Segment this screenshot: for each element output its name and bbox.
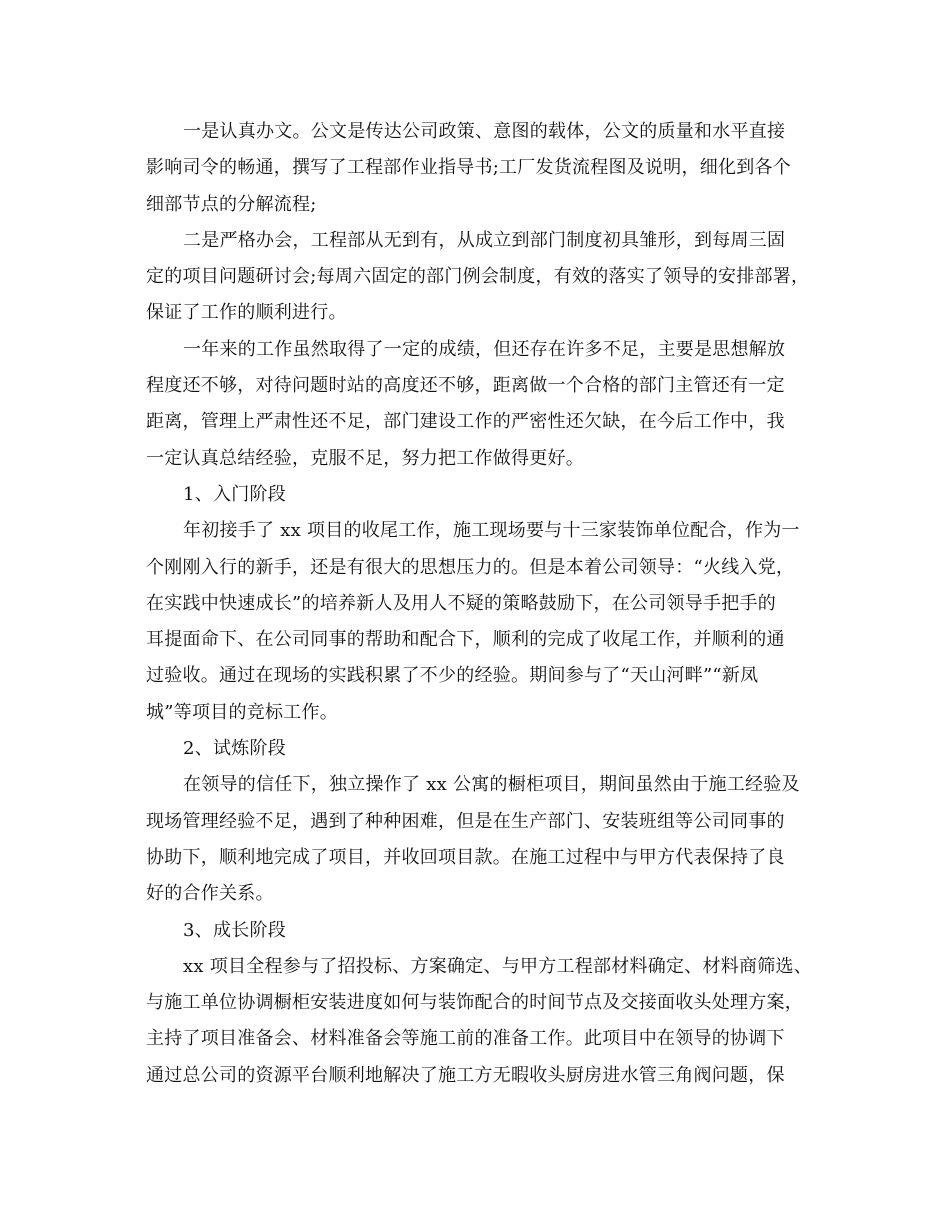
paragraph-line: 一年来的工作虽然取得了一定的成绩，但还存在许多不足，主要是思想解放 [183,338,786,360]
paragraph-line: 程度还不够，对待问题时站的高度还不够，距离做一个合格的部门主管还有一定 [146,375,785,397]
paragraph-line: 城”等项目的竞标工作。 [146,701,338,723]
paragraph-line: 一定认真总结经验，克服不足，努力把工作做得更好。 [146,447,584,469]
paragraph-line: 现场管理经验不足，遇到了种种困难，但是在生产部门、安装班组等公司同事的 [146,810,785,832]
paragraph-line: 二是严格办会，工程部从无到有，从成立到部门制度初具雏形，到每周三固 [183,229,786,251]
paragraph-line: 保证了工作的顺利进行。 [146,302,347,324]
paragraph-line: 年初接手了 xx 项目的收尾工作，施工现场要与十三家装饰单位配合，作为一 [183,520,800,542]
paragraph-line: 定的项目问题研讨会;每周六固定的部门例会制度，有效的落实了领导的安排部署， [146,266,810,288]
paragraph-line: 细部节点的分解流程; [146,193,317,215]
section-heading: 3、成长阶段 [183,919,286,941]
paragraph-line: 一是认真办文。公文是传达公司政策、意图的载体，公文的质量和水平直接 [183,121,786,142]
paragraph-line: 耳提面命下、在公司同事的帮助和配合下，顺利的完成了收尾工作，并顺利的通 [146,629,785,651]
paragraph-line: 主持了项目准备会、材料准备会等施工前的准备工作。此项目中在领导的协调下 [146,1028,785,1050]
paragraph-line: 协助下，顺利地完成了项目，并收回项目款。在施工过程中与甲方代表保持了良 [146,846,785,868]
section-heading: 1、入门阶段 [183,483,286,505]
paragraph-line: 通过总公司的资源平台顺利地解决了施工方无暇收头厨房进水管三角阀问题，保 [146,1064,785,1086]
paragraph-line: 好的合作关系。 [146,883,274,905]
section-heading: 2、试炼阶段 [183,738,286,760]
paragraph-line: 过验收。通过在现场的实践积累了不少的经验。期间参与了“天山河畔”“新凤 [146,665,759,687]
paragraph-line: 距离，管理上严肃性还不足，部门建设工作的严密性还欠缺，在今后工作中，我 [146,411,785,433]
paragraph-line: xx 项目全程参与了招投标、方案确定、与甲方工程部材料确定、材料商筛选、 [183,955,813,977]
paragraph-line: 在实践中快速成长”的培养新人及用人不疑的策略鼓励下，在公司领导手把手的 [146,592,776,614]
paragraph-line: 在领导的信任下，独立操作了 xx 公寓的橱柜项目，期间虽然由于施工经验及 [183,774,800,796]
paragraph-line: 个刚刚入行的新手，还是有很大的思想压力的。但是本着公司领导：“火线入党， [146,556,795,578]
document-body [146,114,816,1094]
paragraph-line: 与施工单位协调橱柜安装进度如何与装饰配合的时间节点及交接面收头处理方案， [146,992,803,1014]
paragraph-line: 影响司令的畅通，撰写了工程部作业指导书;工厂发货流程图及说明，细化到各个 [146,157,792,179]
